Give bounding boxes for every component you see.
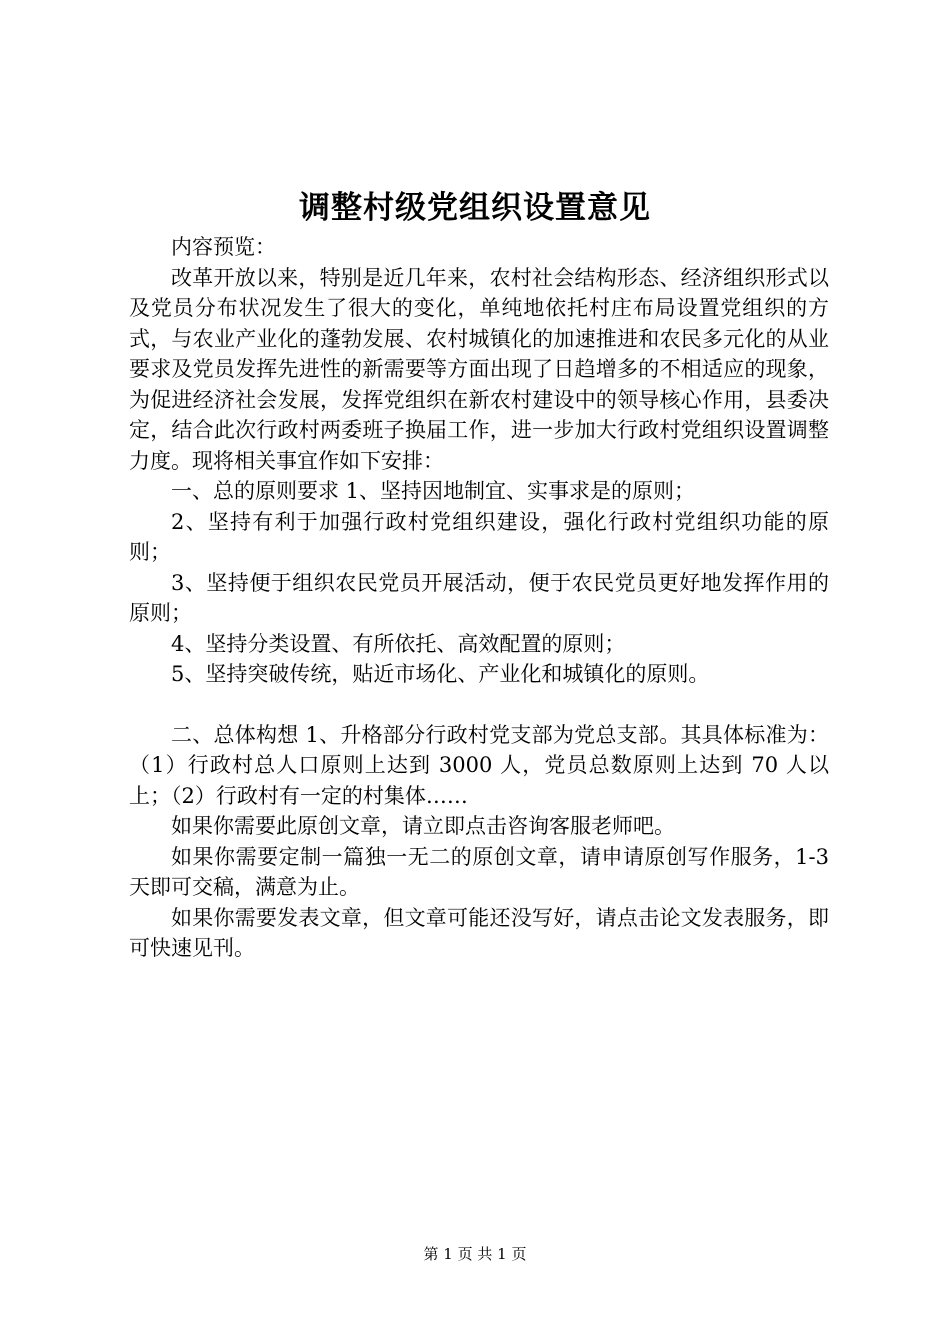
paragraph-principle-3: 3、坚持便于组织农民党员开展活动，便于农民党员更好地发挥作用的原则； — [129, 570, 829, 625]
paragraph-intro: 改革开放以来，特别是近几年来，农村社会结构形态、经济组织形式以及党员分布状况发生了很大的变化，单纯地依托村庄布局设置党组织的方式，与农业产业化的蓬勃发展、农村城镇化的加速推进和农民多元化的从业要求及党员发挥先进性的新需要等方面出现了日趋增多的不相适应的现象，为促进经济社会发展，发挥党组织在新农村建设中的领导核心作用，县委决定，结合此次行政村两委班子换届工作，进一步加大行政村党组织设置调整力度。现将相关事宜作如下安排： — [129, 265, 829, 473]
paragraph-principle-4: 4、坚持分类设置、有所依托、高效配置的原则； — [171, 631, 626, 656]
paragraph-principle-1: 一、总的原则要求 1、坚持因地制宜、实事求是的原则； — [171, 479, 696, 503]
document-body — [129, 232, 829, 964]
paragraph-consult-link[interactable]: 如果你需要此原创文章，请立即点击咨询客服老师吧。 — [171, 814, 675, 838]
document-title: 调整村级党组织设置意见 — [299, 190, 651, 226]
paragraph-preview-label: 内容预览： — [171, 235, 276, 259]
paragraph-overall-plan: 二、总体构想 1、升格部分行政村党支部为党总支部。其具体标准为：（1）行政村总人口原则上达到 3000 人，党员总数原则上达到 70 人以上；（2）行政村有一定的村集体…… — [129, 722, 829, 808]
page-number-footer: 第 1 页 共 1 页 — [423, 1245, 527, 1263]
paragraph-principle-5: 5、坚持突破传统，贴近市场化、产业化和城镇化的原则。 — [171, 662, 710, 686]
paragraph-custom-writing[interactable]: 如果你需要定制一篇独一无二的原创文章，请申请原创写作服务，1-3 天即可交稿，满意为止。 — [129, 844, 829, 899]
paragraph-publish-service[interactable]: 如果你需要发表文章，但文章可能还没写好，请点击论文发表服务，即可快速见刊。 — [129, 905, 829, 960]
paragraph-principle-2: 2、坚持有利于加强行政村党组织建设，强化行政村党组织功能的原则； — [129, 509, 829, 564]
